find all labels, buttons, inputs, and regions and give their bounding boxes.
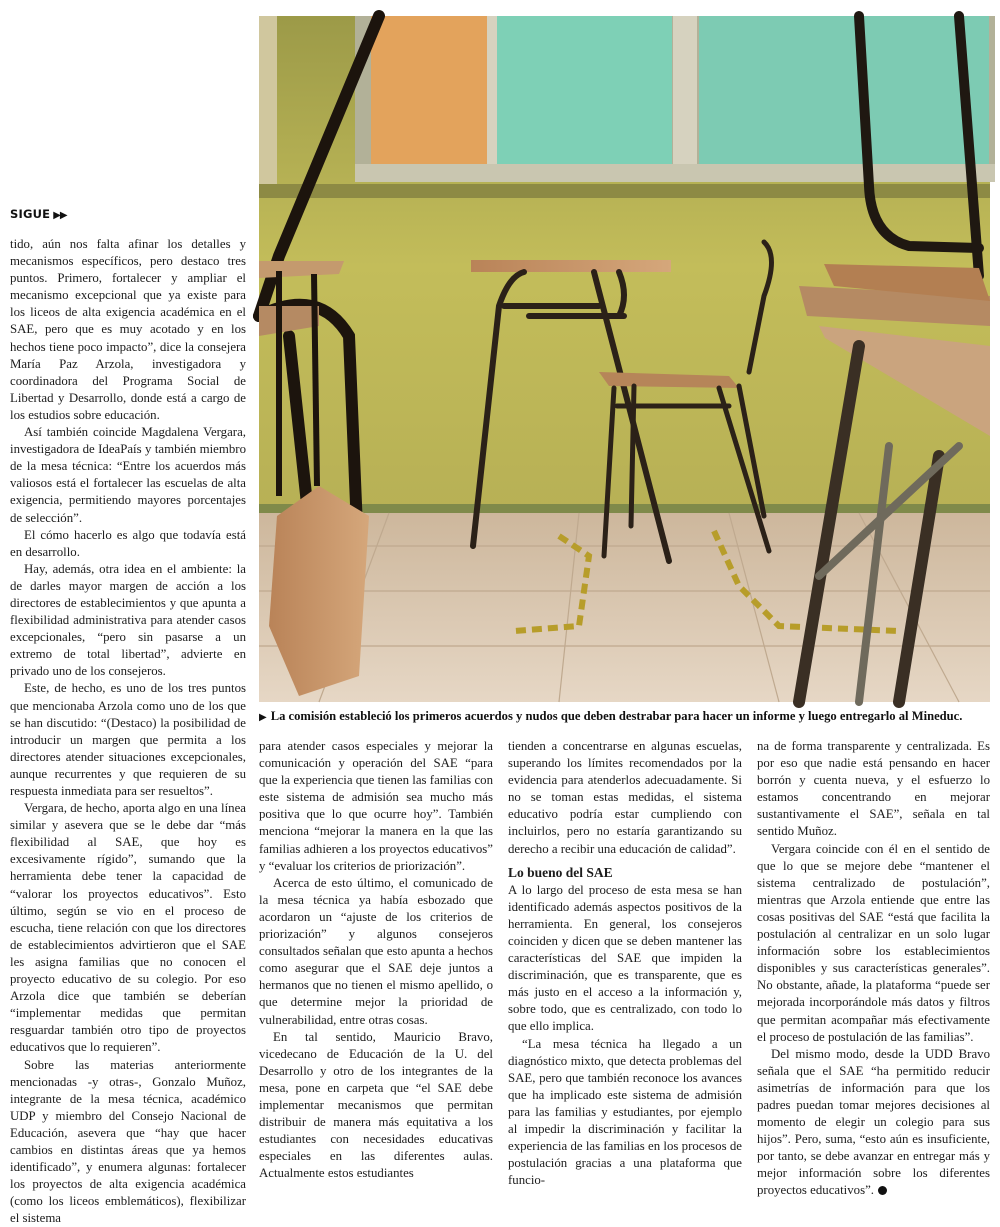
paragraph: Así también coincide Magdalena Vergara, investigadora de IdeaPaís y también miembro de la mesa técnica: “Entre los acuerdos más valiosos está el fortalecer las escuelas de alta exigencia, permitiendo mayores porcentajes de selección”. bbox=[10, 424, 246, 527]
paragraph: El cómo hacerlo es algo que todavía está en desarrollo. bbox=[10, 527, 246, 561]
paragraph-final bbox=[757, 1046, 990, 1200]
subheading: Lo bueno del SAE bbox=[508, 864, 742, 881]
paragraph: na de forma transparente y centralizada. Es por eso que nadie está pensando en hacer borrón y cuenta nueva, y el esfuerzo lo estamos concentrando en mejorar sustantivamente el SAE”, señala en tal sentido Muñoz. bbox=[757, 738, 990, 841]
article-column-4 bbox=[757, 738, 990, 1171]
caption-text: La comisión estableció los primeros acuerdos y nudos que deben destrabar para hacer un informe y luego entregarlo al Mineduc. bbox=[271, 709, 963, 723]
classroom-photo bbox=[259, 16, 990, 702]
paragraph: Hay, además, otra idea en el ambiente: la de darles mayor margen de acción a los directores de establecimientos y que apunta a flexibilidad administrativa para atender casos excepcionales, “pero sin pasarse a un extremo de total libertad”, advierte en privado uno de los consejeros. bbox=[10, 561, 246, 681]
paragraph: Este, de hecho, es uno de los tres puntos que mencionaba Arzola como uno de los que se han discutido: “(Destaco) la posibilidad de introducir un margen que permita a los directores atender situaciones excepcionales, aunque recurrentes y que requieren de su respuesta inmediata para ser resueltos”. bbox=[10, 680, 246, 800]
sigue-kicker bbox=[10, 207, 67, 221]
triangle-marker-icon: ▶ bbox=[259, 712, 267, 723]
paragraph: “La mesa técnica ha llegado a un diagnóstico mixto, que detecta problemas del SAE, pero que también reconoce los avances que ha implicado este sistema de admisión para las familias y estudiantes, por ejemplo al impedir la discriminación y facilitar la experiencia de las familias en los procesos de postulación gracias a una plataforma que funcio- bbox=[508, 1036, 742, 1190]
sigue-label: SIGUE bbox=[10, 207, 50, 221]
photo-caption bbox=[259, 708, 990, 726]
paragraph: A lo largo del proceso de esta mesa se han identificado además aspectos positivos de la herramienta. En general, los consejeros coinciden y dicen que se deben mantener las características del SAE que impiden la discriminación, que es transparente, que es más justo en el acceso a la información y, sobre todo, que es centralizado, con todo lo que ello implica. bbox=[508, 882, 742, 1036]
double-arrow-icon: ▶▶ bbox=[53, 210, 66, 221]
paragraph: Acerca de esto último, el comunicado de la mesa técnica ya había esbozado que acordaron un “ajuste de los criterios de priorización” y algunos consejeros consultados señalan que esto apunta a hechos como asegurar que el SAE deje juntos a hermanos que no tienen el mismo apellido, o que determine mejor la prioridad de vulnerabilidad, entre otras cosas. bbox=[259, 875, 493, 1029]
article-column-2 bbox=[259, 738, 493, 1171]
paragraph: Vergara coincide con él en el sentido de que lo que se mejore debe “mantener el sistema centralizado de postulación”, mientras que Arzola entiende que entre las cosas positivas del SAE “está que facilita la postulación al centralizar en un solo lugar información sobre los establecimientos disponibles y sus características generales”. No obstante, añade, la plataforma “puede ser mejorada incorporándole más datos y filtros que permitan acompañar más efectivamente el proceso de postulación de las familias”. bbox=[757, 841, 990, 1046]
end-mark-icon bbox=[878, 1186, 887, 1195]
paragraph-text: Del mismo modo, desde la UDD Bravo señala que el SAE “ha permitido reducir asimetrías de información para que los padres puedan tomar mejores decisiones al momento de elegir un colegio para sus hijos”. Pero, suma, “esto aún es insuficiente, por tanto, se debe avanzar en entregar más y mejor información sobre los diferentes proyectos educativos”. bbox=[757, 1047, 990, 1198]
article-column-1 bbox=[10, 236, 246, 1171]
article-column-3 bbox=[508, 738, 742, 1171]
paragraph: Sobre las materias anteriormente mencionadas -y otras-, Gonzalo Muñoz, integrante de la mesa técnica, académico UDP y miembro del Consejo Nacional de Educación, asevera que “hay que hacer cambios en distintas áreas que ya hemos identificado”, y enumera algunas: fortalecer los proyectos de alta exigencia académica (como los liceos emblemáticos), flexibilizar el sistema bbox=[10, 1057, 246, 1227]
paragraph: En tal sentido, Mauricio Bravo, vicedecano de Educación de la U. del Desarrollo y otro de los integrantes de la mesa, pone en carpeta que “el SAE debe implementar mecanismos que permitan distribuir de manera más equitativa a los estudiantes con necesidades educativas especiales en las diferentes aulas. Actualmente estos estudiantes bbox=[259, 1029, 493, 1183]
paragraph: tienden a concentrarse en algunas escuelas, superando los límites recomendados por la evidencia para atenderlos adecuadamente. Si no se toman estas medidas, el sistema educativo podría estar cumpliendo con incluirlos, pero no estaría garantizando su derecho a recibir una educación de calidad”. bbox=[508, 738, 742, 858]
paragraph: tido, aún nos falta afinar los detalles y mecanismos específicos, pero destaco tres puntos. Primero, fortalecer y ampliar el mecanismo excepcional que ya existe para los liceos de alta exigencia académica en el SAE, pero que es muy acotado y en los hechos tiene poco impacto”, dice la consejera María Paz Arzola, investigadora y coordinadora del Programa Social de Libertad y Desarrollo, donde está a cargo de los estudios sobre educación. bbox=[10, 236, 246, 424]
paragraph: para atender casos especiales y mejorar la comunicación y operación del SAE “para que la experiencia que tienen las familias con este sistema de admisión sea mucho más positiva que lo que ocurre hoy”. También menciona “mejorar la manera en la que las familias adhieren a los proyectos educativos” y “evaluar los criterios de priorización”. bbox=[259, 738, 493, 875]
paragraph: Vergara, de hecho, aporta algo en una línea similar y asevera que se le debe dar “más flexibilidad al SAE, que hoy es excesivamente rígido”, sumando que la herramienta debe tener la capacidad de “valorar los proyectos educativos”. Esto último, según se vio en el proceso de escucha, tiene relación con que los directores de establecimientos advirtieron que el SAE les asigna familias que no conocen el proyecto educativo de su colegio. Por eso Arzola dice que también se deberían “implementar medidas que permitan resguardar también otro tipo de proyectos educativos que lo requieren”. bbox=[10, 800, 246, 1056]
